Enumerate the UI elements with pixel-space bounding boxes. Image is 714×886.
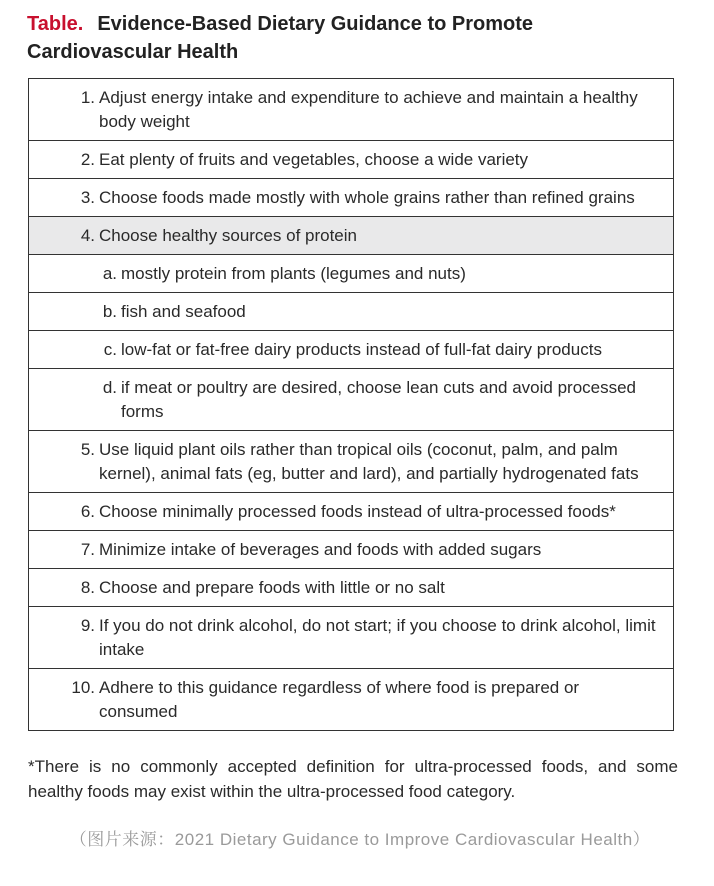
- row-number: b.: [102, 302, 117, 321]
- row-number: 8.: [80, 578, 95, 597]
- table-label: Table.: [27, 13, 84, 35]
- table-row: [29, 607, 673, 669]
- table-row: [29, 179, 673, 217]
- table-row: [29, 141, 673, 179]
- table-row: [29, 569, 673, 607]
- table-subrow: [29, 293, 673, 331]
- row-text: Choose foods made mostly with whole grains rather than refined grains: [99, 188, 635, 207]
- row-text: fish and seafood: [121, 302, 246, 321]
- table-row: [29, 79, 673, 141]
- row-text: Choose healthy sources of protein: [99, 226, 357, 245]
- row-number: 5.: [80, 440, 95, 459]
- table-row: [29, 531, 673, 569]
- row-number: 10.: [71, 678, 95, 697]
- row-text: Use liquid plant oils rather than tropical oils (coconut, palm, and palm kernel), animal fats (eg, butter and lard), and partially hydrogenated fats: [99, 440, 639, 483]
- footnote: *There is no commonly accepted definition for ultra-processed foods, and some healthy foods may exist within the ultra-processed food category.: [28, 757, 678, 801]
- row-text: If you do not drink alcohol, do not start; if you choose to drink alcohol, limit intake: [99, 616, 656, 659]
- row-text: Adjust energy intake and expenditure to achieve and maintain a healthy body weight: [99, 88, 638, 131]
- row-text: if meat or poultry are desired, choose lean cuts and avoid processed forms: [121, 378, 637, 421]
- table-subrow: [29, 331, 673, 369]
- row-number: d.: [102, 378, 117, 397]
- table-row: [29, 493, 673, 531]
- row-number: 7.: [80, 540, 95, 559]
- table-row: [29, 217, 673, 255]
- row-text: Eat plenty of fruits and vegetables, choose a wide variety: [99, 150, 529, 169]
- table-subrow: [29, 369, 673, 431]
- row-number: a.: [102, 264, 117, 283]
- row-number: 4.: [80, 226, 95, 245]
- row-text: mostly protein from plants (legumes and nuts): [121, 264, 466, 283]
- table-row: [29, 431, 673, 493]
- image-source-caption: （图片来源：2021 Dietary Guidance to Improve Cardiovascular Health）: [69, 830, 651, 849]
- guidance-table: [28, 78, 674, 731]
- row-text: Choose minimally processed foods instead of ultra-processed foods*: [99, 502, 616, 521]
- table-row: [29, 669, 673, 731]
- row-number: 1.: [80, 88, 95, 107]
- table-title-text: Evidence-Based Dietary Guidance to Promote Cardiovascular Health: [27, 13, 533, 63]
- table-subrow: [29, 255, 673, 293]
- row-text: Adhere to this guidance regardless of where food is prepared or consumed: [99, 678, 580, 721]
- row-text: Choose and prepare foods with little or no salt: [99, 578, 445, 597]
- row-number: 3.: [80, 188, 95, 207]
- row-number: 6.: [80, 502, 95, 521]
- row-number: 9.: [80, 616, 95, 635]
- row-text: low-fat or fat-free dairy products instead of full-fat dairy products: [121, 340, 602, 359]
- row-number: 2.: [80, 150, 95, 169]
- row-text: Minimize intake of beverages and foods with added sugars: [99, 540, 542, 559]
- table-title: [27, 10, 677, 66]
- row-number: c.: [103, 340, 117, 359]
